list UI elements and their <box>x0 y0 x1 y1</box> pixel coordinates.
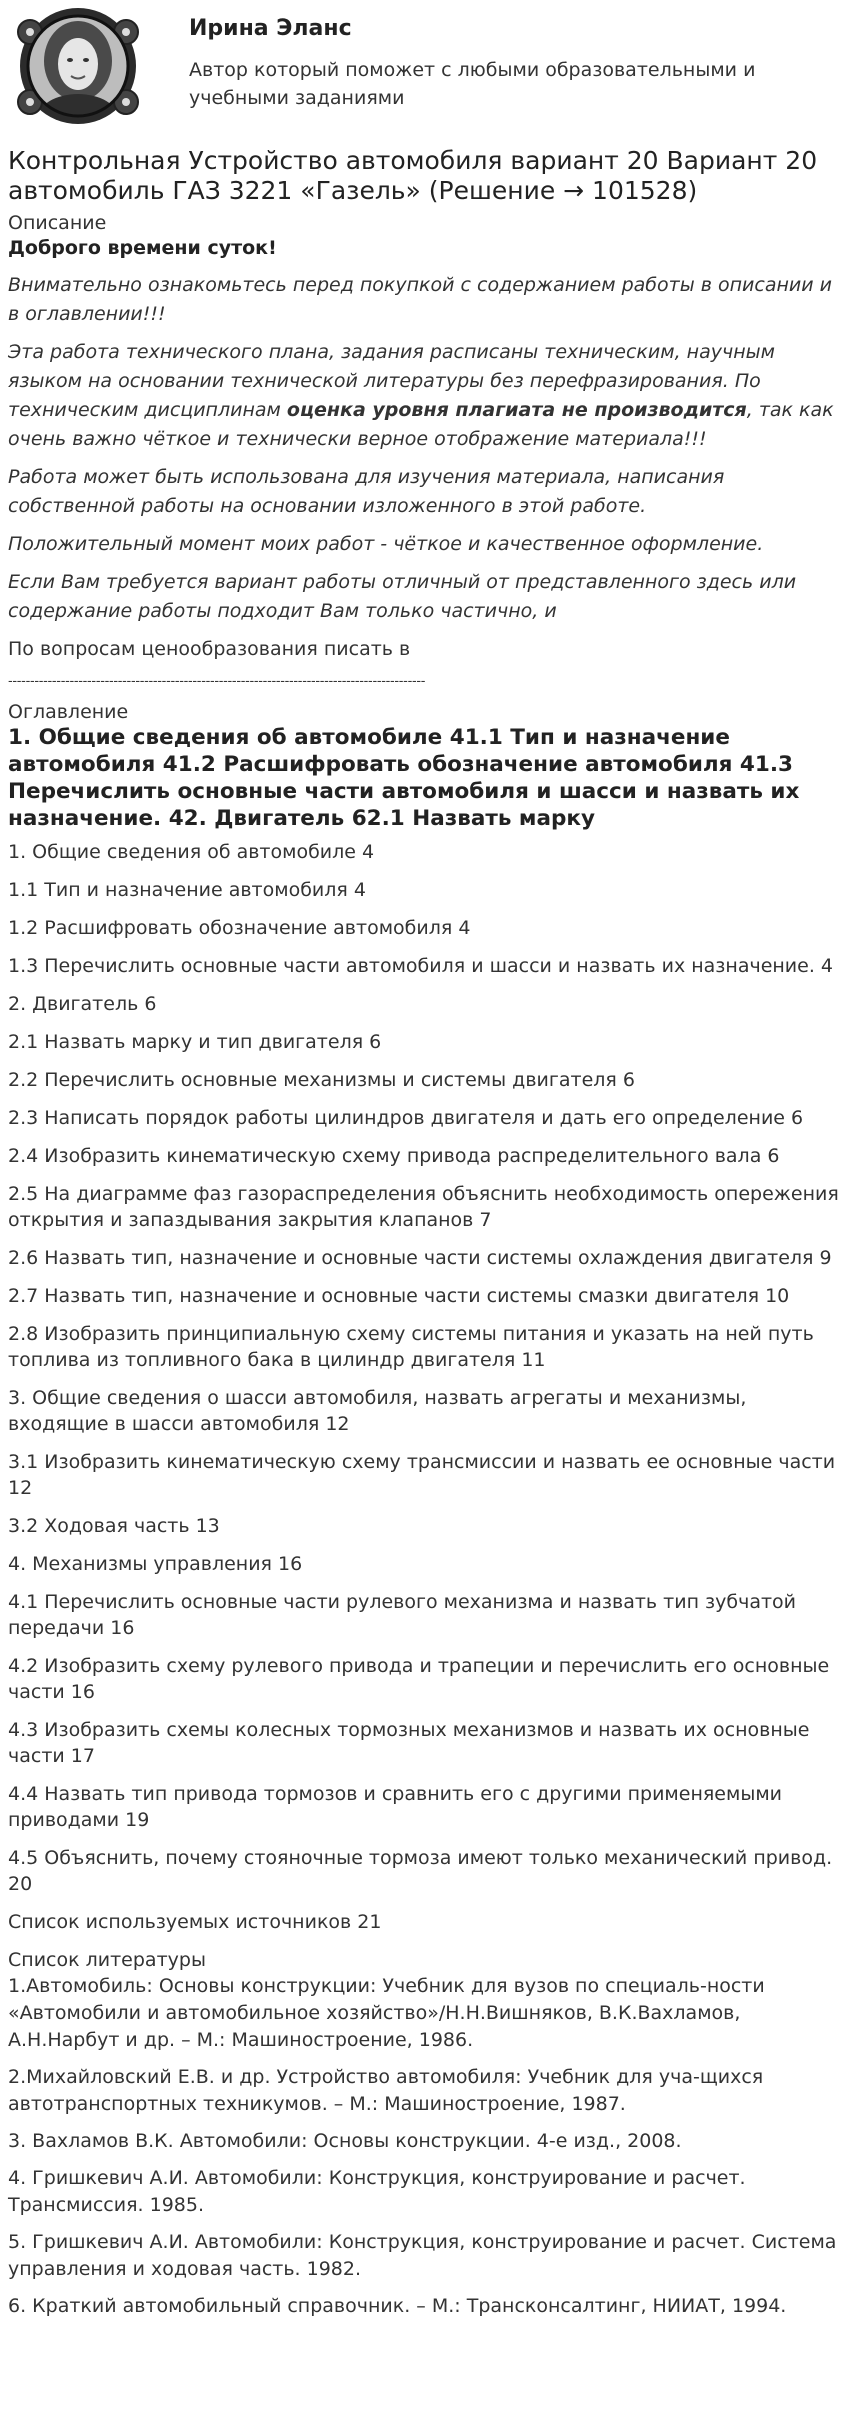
reference-item: 1.Автомобиль: Основы конструкции: Учебник для вузов по специаль-ности «Автомобили и автомобильное хозяйство»/Н.Н.Вишняков, В.К.Вахламов, А.Н.Нарбут и др. – М.: Машиностроение, 1986. <box>8 1975 765 2051</box>
reference-item: 5. Гришкевич А.И. Автомобили: Конструкция, конструирование и расчет. Система управления и ходовая часть. 1982. <box>8 2231 837 2280</box>
author-avatar[interactable] <box>6 6 146 126</box>
paragraph-bold-text: оценка уровня плагиата не производится <box>286 399 747 421</box>
toc-item: 4.1 Перечислить основные части рулевого механизма и назвать тип зубчатой передачи 16 <box>8 1591 796 1639</box>
references-list <box>8 1973 840 2320</box>
paragraph-text: , так как очень важно чёткое и технически верное отображение материала!!! <box>8 399 834 450</box>
toc-item: 1. Общие сведения об автомобиле 4 <box>8 841 375 863</box>
toc-item: 3.1 Изобразить кинематическую схему трансмиссии и назвать ее основные части 12 <box>8 1451 836 1499</box>
reference-item: 2.Михайловский Е.В. и др. Устройство автомобиля: Учебник для уча-щихся автотранспортных техникумов. – М.: Машиностроение, 1987. <box>8 2066 764 2115</box>
toc-item: 4.5 Объяснить, почему стояночные тормоза имеют только механический привод. 20 <box>8 1847 833 1895</box>
toc-item: 4.3 Изобразить схемы колесных тормозных механизмов и назвать их основные части 17 <box>8 1719 810 1767</box>
toc-item: 2.4 Изобразить кинематическую схему привода распределительного вала 6 <box>8 1145 780 1167</box>
toc-item: 3. Общие сведения о шасси автомобиля, назвать агрегаты и механизмы, входящие в шасси автомобиля 12 <box>8 1387 747 1435</box>
toc-item: 2.3 Написать порядок работы цилиндров двигателя и дать его определение 6 <box>8 1107 804 1129</box>
reference-item: 6. Краткий автомобильный справочник. – М.: Трансконсалтинг, НИИАТ, 1994. <box>8 2295 787 2317</box>
toc-item: 2.7 Назвать тип, назначение и основные части системы смазки двигателя 10 <box>8 1285 790 1307</box>
reference-item: 4. Гришкевич А.И. Автомобили: Конструкция, конструирование и расчет. Трансмиссия. 1985. <box>8 2167 746 2216</box>
toc-item: 4.2 Изобразить схему рулевого привода и трапеции и перечислить его основные части 16 <box>8 1655 830 1703</box>
toc-item: 4. Механизмы управления 16 <box>8 1553 303 1575</box>
toc-item: 1.3 Перечислить основные части автомобиля и шасси и назвать их назначение. 4 <box>8 955 834 977</box>
author-description: Автор который поможет с любыми образовательными и учебными заданиями <box>189 59 756 109</box>
paragraph-text: Эта работа технического плана, задания расписаны техническим, научным языком на основании технической литературы без перефразирования. По техническим дисциплинам <box>8 341 775 421</box>
pricing-note: По вопросам ценообразования писать в <box>8 638 411 660</box>
toc-item: 2.2 Перечислить основные механизмы и системы двигателя 6 <box>8 1069 635 1091</box>
description-paragraph: Работа может быть использована для изучения материала, написания собственной работы на основании изложенного в этой работе. <box>8 466 725 517</box>
toc-label: Оглавление <box>8 701 129 723</box>
toc-item: 2. Двигатель 6 <box>8 993 157 1015</box>
toc-item: 4.4 Назвать тип привода тормозов и сравнить его с другими применяемыми приводами 19 <box>8 1783 782 1831</box>
toc-item: 2.6 Назвать тип, назначение и основные части системы охлаждения двигателя 9 <box>8 1247 832 1269</box>
toc-list <box>8 839 840 1935</box>
work-title: Контрольная Устройство автомобиля вариант 20 Вариант 20 автомобиль ГАЗ 3221 «Газель» (Решение → 101528) <box>8 146 818 205</box>
toc-headline: 1. Общие сведения об автомобиле 41.1 Тип и назначение автомобиля 41.2 Расшифровать обозначение автомобиля 41.3 Перечислить основные части автомобиля и шасси и назвать их назначение. 42. Двигатель 62.1 Назвать марку <box>8 725 800 831</box>
author-name[interactable]: Ирина Эланс <box>189 16 352 41</box>
description-paragraph: Положительный момент моих работ - чёткое и качественное оформление. <box>8 533 764 555</box>
toc-item: 2.8 Изобразить принципиальную схему системы питания и указать на ней путь топлива из топливного бака в цилиндр двигателя 11 <box>8 1323 814 1371</box>
toc-item: 1.2 Расшифровать обозначение автомобиля 4 <box>8 917 471 939</box>
toc-item: 3.2 Ходовая часть 13 <box>8 1515 220 1537</box>
toc-item: Список используемых источников 21 <box>8 1911 382 1933</box>
description-paragraph <box>8 338 840 454</box>
references-label: Список литературы <box>8 1949 206 1971</box>
description-label: Описание <box>8 212 107 234</box>
description-paragraph: Если Вам требуется вариант работы отличный от представленного здесь или содержание работы подходит Вам только частично, и <box>8 571 797 622</box>
greeting: Доброго времени суток! <box>8 237 277 259</box>
separator-line: ----------------------------------------------------------------------------------------------- <box>8 674 426 689</box>
description-paragraph: Внимательно ознакомьтесь перед покупкой с содержанием работы в описании и в оглавлении!!! <box>8 274 832 325</box>
author-card <box>6 6 841 126</box>
toc-item: 1.1 Тип и назначение автомобиля 4 <box>8 879 366 901</box>
work-content <box>8 146 840 2330</box>
toc-item: 2.5 На диаграмме фаз газораспределения объяснить необходимость опережения открытия и запаздывания закрытия клапанов 7 <box>8 1183 839 1231</box>
reference-item: 3. Вахламов В.К. Автомобили: Основы конструкции. 4-е изд., 2008. <box>8 2130 682 2152</box>
toc-item: 2.1 Назвать марку и тип двигателя 6 <box>8 1031 382 1053</box>
